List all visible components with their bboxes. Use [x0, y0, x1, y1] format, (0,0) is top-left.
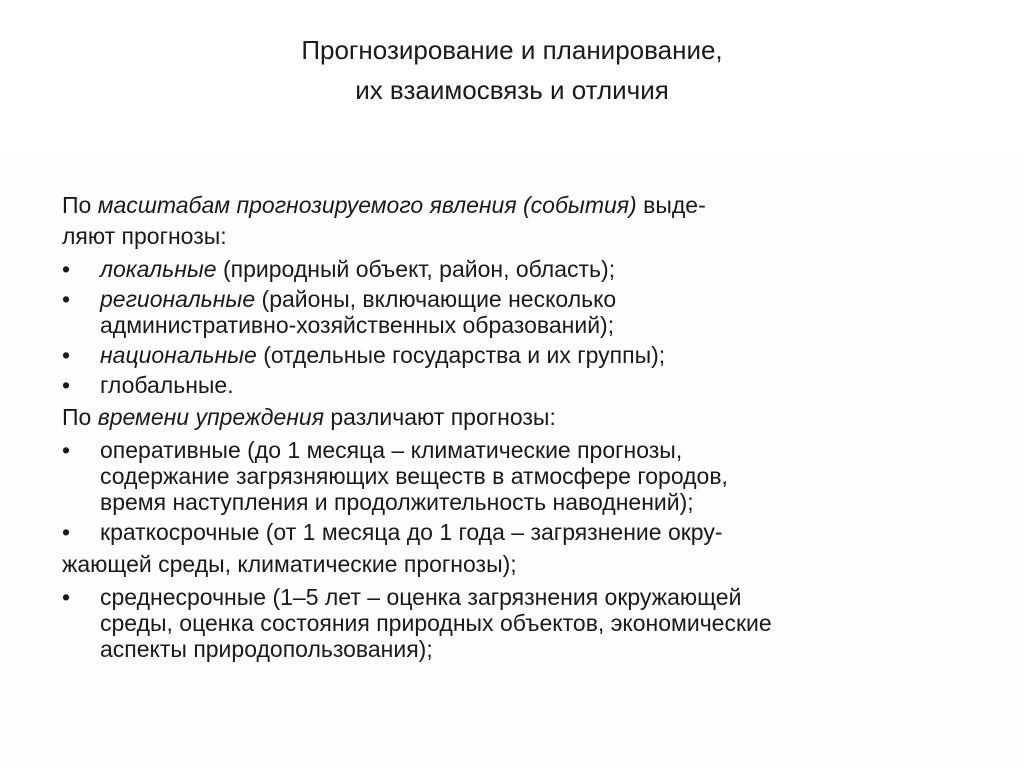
slide-title	[0, 30, 1024, 110]
time-intro: По времени упреждения различают прогнозы:	[62, 404, 556, 430]
bullet-icon: •	[62, 437, 71, 463]
list-item-mid-term: • среднесрочные (1–5 лет – оценка загрязнения окружающей среды, оценка состояния природных объектов, экономические аспекты природопользования);	[62, 584, 772, 662]
time-intro-italic: времени упреждения	[97, 404, 324, 430]
scale-intro: По масштабам прогнозируемого явления (события) выде- ляют прогнозы:	[62, 192, 706, 249]
bullet-icon: •	[62, 342, 71, 368]
bullet-icon: •	[62, 372, 71, 398]
bullet-icon: •	[62, 286, 71, 312]
bullet-icon: •	[62, 256, 71, 282]
list-item-local: • локальные (природный объект, район, область);	[62, 256, 616, 282]
bullet-icon: •	[62, 584, 71, 610]
title-line-2: их взаимосвязь и отличия	[355, 75, 669, 105]
scale-intro-italic: масштабам прогнозируемого явления (события)	[97, 192, 637, 218]
list-item-regional: • региональные (районы, включающие несколько административно-хозяйственных образований);	[62, 286, 617, 338]
list-item-global: • глобальные.	[62, 372, 234, 398]
short-term-wrap: жающей среды, климатические прогнозы);	[62, 551, 517, 577]
list-item-short-term: • краткосрочные (от 1 месяца до 1 года – загрязнение окру-	[62, 519, 723, 545]
list-item-operative: • оперативные (до 1 месяца – климатические прогнозы, содержание загрязняющих веществ в атмосфере городов, время наступления и продолжительность наводнений);	[62, 437, 728, 515]
slide-content	[62, 190, 962, 666]
bullet-icon: •	[62, 519, 71, 545]
list-item-national: • национальные (отдельные государства и их группы);	[62, 342, 666, 368]
title-line-1: Прогнозирование и планирование,	[301, 35, 723, 65]
